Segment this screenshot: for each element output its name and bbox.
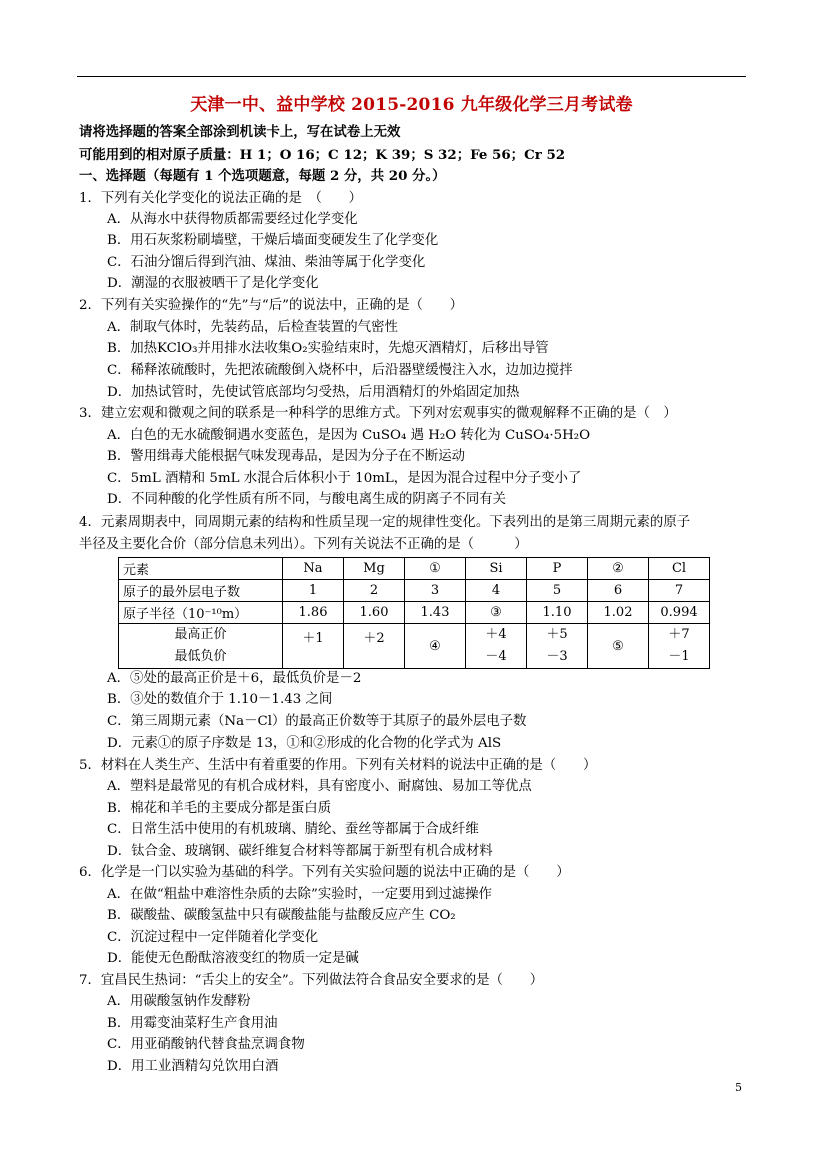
q2-option-a: A．制取气体时，先装药品，后检查装置的气密性: [107, 320, 398, 335]
cell-element-6: ②: [588, 558, 649, 580]
q1-option-d: D．潮湿的衣服被晒干了是化学变化: [107, 276, 319, 291]
atomic-mass: 可能用到的相对原子质量：H 1；O 16；C 12；K 39；S 32；Fe 56；Cr 52: [79, 147, 566, 163]
cell-radius-6: 1.02: [588, 602, 649, 624]
q2-option-c: C．稀释浓硫酸时，先把浓硫酸倒入烧杯中，后沿器壁缓慢注入水，边加边搅拌: [107, 363, 573, 378]
q4-option-b: B．③处的数值介于 1.10－1.43 之间: [107, 692, 333, 707]
q3-option-a: A．白色的无水硫酸铜遇水变蓝色，是因为 CuSO₄ 遇 H₂O 转化为 CuSO₄·5H₂O: [107, 428, 591, 443]
cell-radius-5: 1.10: [527, 602, 588, 624]
cell-element-3: ①: [405, 558, 466, 580]
q7-option-d: D．用工业酒精勾兑饮用白酒: [107, 1059, 279, 1074]
q7-option-b: B．用霉变油菜籽生产食用油: [107, 1016, 278, 1031]
element-table: [118, 557, 710, 669]
q6-option-b: B．碳酸盐、碳酸氢盐中只有碳酸盐能与盐酸反应产生 CO₂: [107, 908, 456, 923]
q4-option-d: D．元素①的原子序数是 13，①和②形成的化合物的化学式为 AlS: [107, 736, 502, 751]
cell-highest-4: ＋4: [485, 627, 507, 642]
cell-electrons-6: 6: [588, 580, 649, 602]
cell-element-4: Si: [466, 558, 527, 580]
notice: 请将选择题的答案全部涂到机读卡上，写在试卷上无效: [79, 124, 401, 140]
row-label-lowest: 最低负价: [174, 649, 227, 664]
exam-title: 天津一中、益中学校 2015-2016 九年级化学三月考试卷: [190, 95, 633, 115]
cell-lowest-7: －1: [668, 649, 690, 664]
q7-stem: 7．宜昌民生热词：“舌尖上的安全”。下列做法符合食品安全要求的是（ ）: [79, 973, 544, 988]
cell-electrons-5: 5: [527, 580, 588, 602]
cell-valence-5: [527, 624, 588, 669]
cell-element-1: Na: [283, 558, 344, 580]
page-number: 5: [735, 1081, 742, 1094]
q4-stem-1: 4．元素周期表中，同周期元素的结构和性质呈现一定的规律性变化。下表列出的是第三周期元素的原子: [79, 515, 691, 530]
cell-radius-2: 1.60: [344, 602, 405, 624]
q3-option-c: C．5mL 酒精和 5mL 水混合后体积小于 10mL，是因为混合过程中分子变小了: [107, 471, 582, 486]
q4-option-c: C．第三周期元素（Na－Cl）的最高正价数等于其原子的最外层电子数: [107, 714, 527, 729]
row-label-valence: [119, 624, 283, 669]
q3-stem: 3．建立宏观和微观之间的联系是一种科学的思维方式。下列对宏观事实的微观解释不正确的是（ ）: [79, 406, 677, 421]
cell-highest-7: ＋7: [668, 627, 690, 642]
q5-stem: 5．材料在人类生产、生活中有着重要的作用。下列有关材料的说法中正确的是（ ）: [79, 758, 597, 773]
cell-electrons-3: 3: [405, 580, 466, 602]
q5-option-d: D．钛合金、玻璃钢、碳纤维复合材料等都属于新型有机合成材料: [107, 844, 493, 859]
q4-stem-2: 半径及主要化合价（部分信息未列出）。下列有关说法不正确的是（ ）: [79, 537, 528, 552]
cell-radius-4: ③: [466, 602, 527, 624]
cell-element-2: Mg: [344, 558, 405, 580]
table-row-element: [119, 558, 710, 580]
q1-stem: 1．下列有关化学变化的说法正确的是 （ ）: [79, 191, 363, 206]
q6-stem: 6．化学是一门以实验为基础的科学。下列有关实验问题的说法中正确的是（ ）: [79, 865, 570, 880]
q5-option-b: B．棉花和羊毛的主要成分都是蛋白质: [107, 801, 332, 816]
q7-option-c: C．用亚硝酸钠代替食盐烹调食物: [107, 1037, 305, 1052]
q3-option-b: B．警用缉毒犬能根据气味发现毒品，是因为分子在不断运动: [107, 449, 465, 464]
table-row-radius: [119, 602, 710, 624]
cell-valence-7: [649, 624, 710, 669]
q5-option-c: C．日常生活中使用的有机玻璃、腈纶、蚕丝等都属于合成纤维: [107, 822, 479, 837]
row-label-electrons: 原子的最外层电子数: [119, 580, 283, 602]
q2-option-b: B．加热KClO₃并用排水法收集O₂实验结束时，先熄灭酒精灯，后移出导管: [107, 341, 549, 356]
cell-radius-3: 1.43: [405, 602, 466, 624]
q2-stem: 2．下列有关实验操作的“先”与“后”的说法中，正确的是（ ）: [79, 298, 464, 313]
table-row-valence: [119, 624, 710, 669]
cell-valence-2: ＋2: [344, 624, 405, 669]
cell-lowest-5: －3: [546, 649, 568, 664]
q1-option-c: C．石油分馏后得到汽油、煤油、柴油等属于化学变化: [107, 255, 426, 270]
row-label-element: 元素: [119, 558, 283, 580]
cell-lowest-4: －4: [485, 649, 507, 664]
cell-valence-1: ＋1: [283, 624, 344, 669]
q7-option-a: A．用碳酸氢钠作发酵粉: [107, 994, 251, 1009]
cell-valence-4: [466, 624, 527, 669]
cell-element-7: Cl: [649, 558, 710, 580]
cell-valence-6: ⑤: [588, 624, 649, 669]
cell-radius-7: 0.994: [649, 602, 710, 624]
cell-electrons-4: 4: [466, 580, 527, 602]
atomic-mass-line: [79, 145, 565, 166]
q6-option-c: C．沉淀过程中一定伴随着化学变化: [107, 930, 319, 945]
cell-electrons-7: 7: [649, 580, 710, 602]
q2-option-d: D．加热试管时，先使试管底部均匀受热，后用酒精灯的外焰固定加热: [107, 385, 520, 400]
q3-option-d: D．不同种酸的化学性质有所不同，与酸电离生成的阴离子不同有关: [107, 492, 507, 507]
row-label-radius: 原子半径（10⁻¹⁰m）: [119, 602, 283, 624]
section-heading: 一、选择题（每题有 1 个选项题意，每题 2 分，共 20 分。）: [79, 168, 446, 184]
q5-option-a: A．塑料是最常见的有机合成材料，具有密度小、耐腐蚀、易加工等优点: [107, 779, 532, 794]
cell-electrons-2: 2: [344, 580, 405, 602]
q6-option-d: D．能使无色酚酞溶液变红的物质一定是碱: [107, 951, 359, 966]
cell-highest-5: ＋5: [546, 627, 568, 642]
header-rule: [77, 76, 746, 77]
q1-option-a: A．从海水中获得物质都需要经过化学变化: [107, 212, 358, 227]
cell-radius-1: 1.86: [283, 602, 344, 624]
cell-electrons-1: 1: [283, 580, 344, 602]
row-label-highest: 最高正价: [174, 627, 227, 642]
q4-option-a: A．⑤处的最高正价是＋6，最低负价是－2: [107, 671, 362, 686]
cell-element-5: P: [527, 558, 588, 580]
table-row-electrons: [119, 580, 710, 602]
q1-option-b: B．用石灰浆粉刷墙壁，干燥后墙面变硬发生了化学变化: [107, 233, 439, 248]
cell-valence-3: ④: [405, 624, 466, 669]
q6-option-a: A．在做“粗盐中难溶性杂质的去除”实验时，一定要用到过滤操作: [107, 887, 492, 902]
